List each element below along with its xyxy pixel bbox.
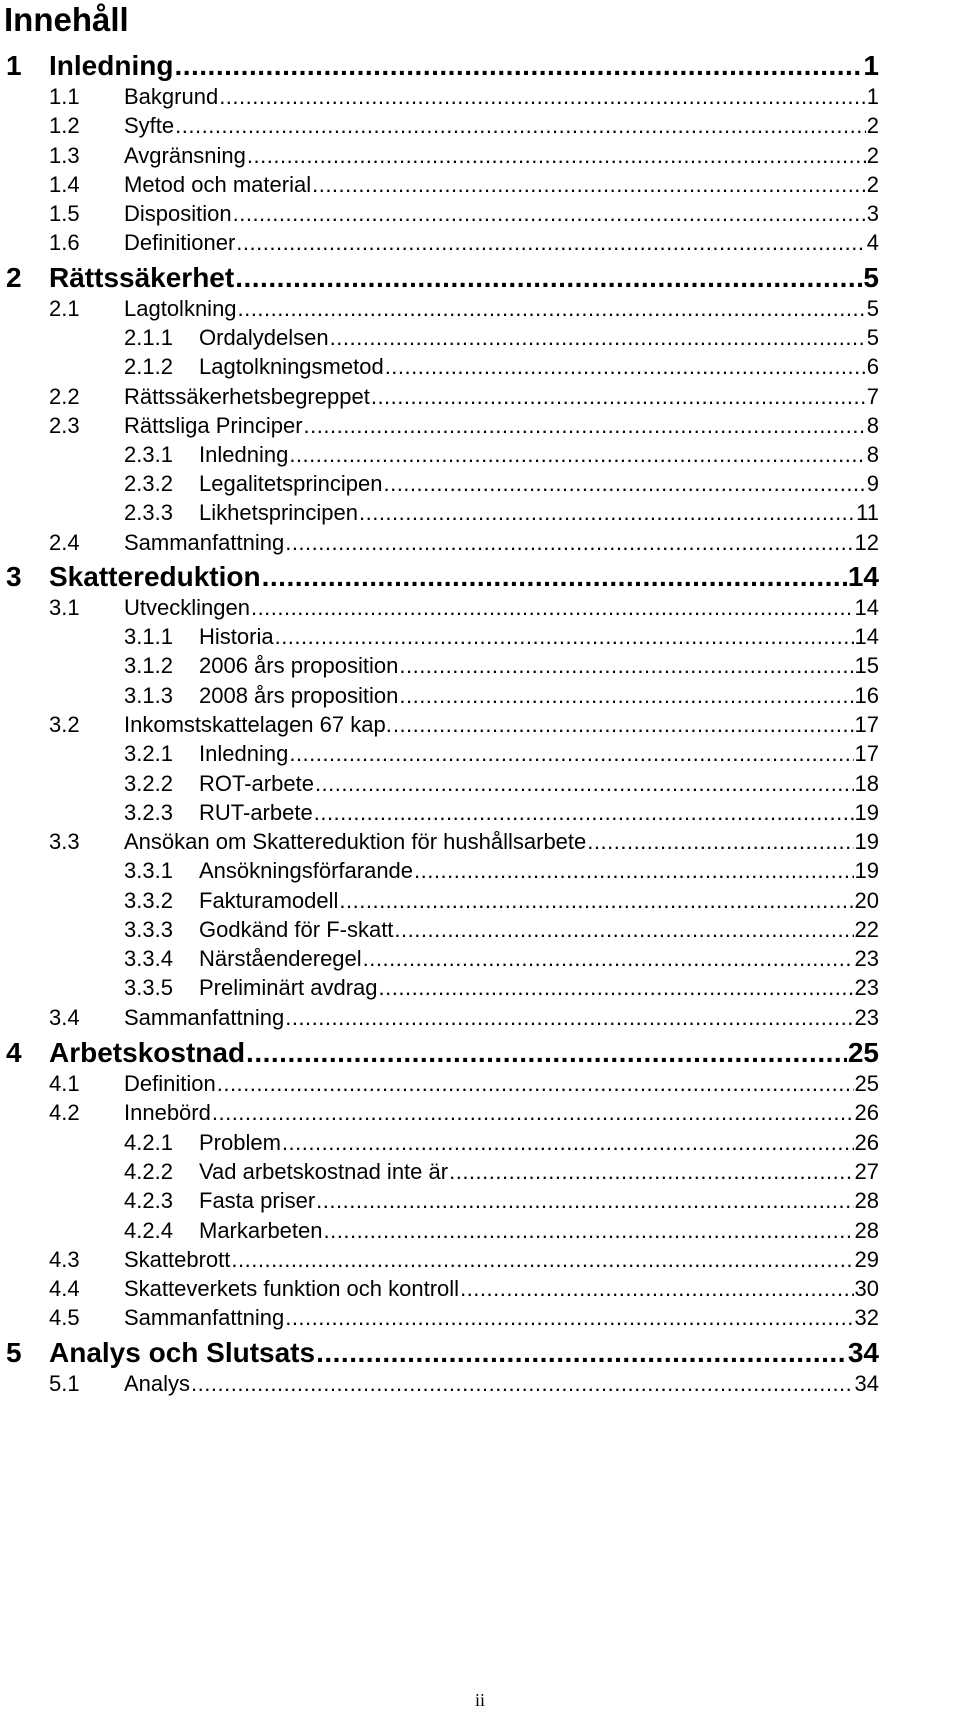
toc-entry-number: 3.1.3 bbox=[124, 683, 173, 708]
toc-entry-title: 2006 års proposition bbox=[199, 653, 399, 678]
toc-entry-title: ROT-arbete bbox=[199, 771, 314, 796]
toc-entry[interactable] bbox=[124, 471, 879, 497]
dot-leader bbox=[383, 471, 865, 497]
toc-entry-page: 19 bbox=[854, 858, 879, 883]
dot-leader bbox=[385, 354, 866, 380]
toc-entry-title: Vad arbetskostnad inte är bbox=[199, 1159, 449, 1184]
toc-entry-page: 32 bbox=[854, 1305, 879, 1330]
dot-leader bbox=[587, 829, 853, 855]
toc-entry[interactable] bbox=[49, 413, 879, 439]
dot-leader bbox=[219, 84, 866, 110]
toc-entry-title: Likhetsprincipen bbox=[199, 500, 358, 525]
toc-entry-number: 4.1 bbox=[49, 1071, 80, 1096]
toc-entry-number: 3.3.5 bbox=[124, 975, 173, 1000]
toc-entry-page: 2 bbox=[866, 172, 879, 197]
toc-entry-number: 2.3.3 bbox=[124, 500, 173, 525]
toc-entry-page: 15 bbox=[854, 653, 879, 678]
toc-entry-page: 9 bbox=[866, 471, 879, 496]
toc-entry-number: 3.2.2 bbox=[124, 771, 173, 796]
toc-entry-title: Analys och Slutsats bbox=[49, 1337, 316, 1368]
toc-entry[interactable] bbox=[6, 1037, 879, 1069]
dot-leader bbox=[285, 1305, 853, 1331]
dot-leader bbox=[174, 50, 862, 82]
toc-entry-number: 4.2.4 bbox=[124, 1218, 173, 1243]
toc-entry-title: Bakgrund bbox=[124, 84, 219, 109]
dot-leader bbox=[289, 442, 865, 468]
toc-entry-page: 8 bbox=[866, 442, 879, 467]
toc-entry-number: 2.2 bbox=[49, 384, 80, 409]
toc-entry-title: Analys bbox=[124, 1371, 191, 1396]
toc-entry[interactable] bbox=[124, 683, 879, 709]
toc-entry-page: 8 bbox=[866, 413, 879, 438]
toc-entry[interactable] bbox=[124, 325, 879, 351]
toc-entry[interactable] bbox=[49, 530, 879, 556]
dot-leader bbox=[233, 201, 866, 227]
toc-entry-number: 2.3.2 bbox=[124, 471, 173, 496]
toc-entry-title: Lagtolkningsmetod bbox=[199, 354, 384, 379]
toc-entry[interactable] bbox=[124, 1130, 879, 1156]
dot-leader bbox=[379, 975, 854, 1001]
toc-entry-page: 5 bbox=[866, 296, 879, 321]
dot-leader bbox=[324, 1218, 854, 1244]
toc-entry-title: Avgränsning bbox=[124, 143, 246, 168]
dot-leader bbox=[460, 1276, 853, 1302]
dot-leader bbox=[246, 1037, 847, 1069]
toc-entry[interactable] bbox=[124, 917, 879, 943]
toc-entry-number: 3.1.2 bbox=[124, 653, 173, 678]
dot-leader bbox=[315, 771, 854, 797]
toc-entry-title: Sammanfattning bbox=[124, 1305, 285, 1330]
toc-entry-page: 22 bbox=[854, 917, 879, 942]
toc-entry-title: Disposition bbox=[124, 201, 232, 226]
dot-leader bbox=[275, 624, 854, 650]
toc-entry-page: 30 bbox=[854, 1276, 879, 1301]
toc-entry[interactable] bbox=[49, 172, 879, 198]
toc-entry-number: 3.4 bbox=[49, 1005, 80, 1030]
dot-leader bbox=[304, 413, 866, 439]
toc-entry[interactable] bbox=[49, 296, 879, 322]
toc-entry-page: 26 bbox=[854, 1100, 879, 1125]
toc-entry-number: 3.3 bbox=[49, 829, 80, 854]
toc-entry-page: 12 bbox=[854, 530, 879, 555]
toc-entry-title: Legalitetsprincipen bbox=[199, 471, 383, 496]
dot-leader bbox=[359, 500, 855, 526]
toc-entry[interactable] bbox=[49, 1005, 879, 1031]
toc-entry[interactable] bbox=[49, 1247, 879, 1273]
toc-entry-number: 3.3.3 bbox=[124, 917, 173, 942]
toc-entry-number: 1.2 bbox=[49, 113, 80, 138]
toc-entry[interactable] bbox=[6, 561, 879, 593]
dot-leader bbox=[393, 712, 854, 738]
dot-leader bbox=[316, 1188, 853, 1214]
toc-entry-page: 27 bbox=[854, 1159, 879, 1184]
toc-entry-page: 28 bbox=[854, 1188, 879, 1213]
toc-entry-title: Problem bbox=[199, 1130, 281, 1155]
toc-entry[interactable] bbox=[49, 201, 879, 227]
toc-entry-number: 3.2.3 bbox=[124, 800, 173, 825]
toc-entry-page: 34 bbox=[847, 1337, 879, 1368]
toc-entry-number: 2 bbox=[6, 262, 22, 293]
toc-entry-page: 29 bbox=[854, 1247, 879, 1272]
toc-entry[interactable] bbox=[49, 384, 879, 410]
toc-entry[interactable] bbox=[124, 741, 879, 767]
dot-leader bbox=[449, 1159, 853, 1185]
toc-entry-page: 28 bbox=[854, 1218, 879, 1243]
toc-entry-page: 2 bbox=[866, 143, 879, 168]
toc-entry[interactable] bbox=[49, 113, 879, 139]
toc-entry-number: 4.4 bbox=[49, 1276, 80, 1301]
toc-entry[interactable] bbox=[124, 1218, 879, 1244]
toc-entry-number: 4.2.3 bbox=[124, 1188, 173, 1213]
dot-leader bbox=[236, 230, 865, 256]
toc-entry-page: 1 bbox=[866, 84, 879, 109]
toc-entry-title: Skattebrott bbox=[124, 1247, 231, 1272]
page-number: ii bbox=[474, 1690, 485, 1710]
toc-entry[interactable] bbox=[49, 1276, 879, 1302]
toc-entry[interactable] bbox=[49, 230, 879, 256]
toc-entry-number: 2.1 bbox=[49, 296, 80, 321]
toc-entry[interactable] bbox=[124, 975, 879, 1001]
toc-entry-number: 1.4 bbox=[49, 172, 80, 197]
toc-entry-page: 14 bbox=[847, 561, 879, 592]
toc-entry-page: 6 bbox=[866, 354, 879, 379]
toc-entry-page: 18 bbox=[854, 771, 879, 796]
toc-entry-number: 4.2.2 bbox=[124, 1159, 173, 1184]
toc-entry[interactable] bbox=[49, 712, 879, 738]
dot-leader bbox=[394, 917, 853, 943]
toc-heading: Innehåll bbox=[4, 1, 129, 38]
toc-entry-page: 2 bbox=[866, 113, 879, 138]
toc-entry-page: 1 bbox=[863, 50, 879, 81]
toc-entry-title: Inledning bbox=[49, 50, 174, 81]
toc-entry-number: 3.3.2 bbox=[124, 888, 173, 913]
toc-entry-page: 14 bbox=[854, 624, 879, 649]
toc-entry-title: Ordalydelsen bbox=[199, 325, 329, 350]
toc-entry-page: 34 bbox=[854, 1371, 879, 1396]
toc-entry-number: 3.3.4 bbox=[124, 946, 173, 971]
dot-leader bbox=[399, 683, 853, 709]
toc-entry-title: Närståenderegel bbox=[199, 946, 362, 971]
dot-leader bbox=[217, 1071, 854, 1097]
toc-entry-page: 16 bbox=[854, 683, 879, 708]
dot-leader bbox=[191, 1371, 853, 1397]
dot-leader bbox=[371, 384, 866, 410]
toc-entry-number: 1.6 bbox=[49, 230, 80, 255]
toc-entry-number: 4.2 bbox=[49, 1100, 80, 1125]
toc-entry-number: 3.3.1 bbox=[124, 858, 173, 883]
toc-entry-title: Innebörd bbox=[124, 1100, 211, 1125]
toc-entry-number: 2.3.1 bbox=[124, 442, 173, 467]
toc-entry-title: Godkänd för F-skatt bbox=[199, 917, 394, 942]
toc-entry-number: 1.3 bbox=[49, 143, 80, 168]
toc-entry-page: 20 bbox=[854, 888, 879, 913]
toc-entry-page: 19 bbox=[854, 800, 879, 825]
toc-entry-number: 4.2.1 bbox=[124, 1130, 173, 1155]
toc-entry[interactable] bbox=[49, 143, 879, 169]
toc-entry[interactable] bbox=[124, 1159, 879, 1185]
toc-entry-title: Definitioner bbox=[124, 230, 236, 255]
toc-entry-page: 14 bbox=[854, 595, 879, 620]
toc-entry-title: Fasta priser bbox=[199, 1188, 316, 1213]
toc-entry[interactable] bbox=[49, 1371, 879, 1397]
toc-entry-title: Fakturamodell bbox=[199, 888, 339, 913]
toc-entry-title: Markarbeten bbox=[199, 1218, 323, 1243]
toc-entry-title: Utvecklingen bbox=[124, 595, 250, 620]
toc-entry-page: 23 bbox=[854, 975, 879, 1000]
toc-entry[interactable] bbox=[124, 888, 879, 914]
toc-entry[interactable] bbox=[49, 829, 879, 855]
toc-entry[interactable] bbox=[49, 1071, 879, 1097]
toc-entry[interactable] bbox=[124, 653, 879, 679]
toc-entry[interactable] bbox=[124, 624, 879, 650]
toc-entry-number: 4.3 bbox=[49, 1247, 80, 1272]
toc-entry[interactable] bbox=[124, 1188, 879, 1214]
toc-entry-title: Rättssäkerhetsbegreppet bbox=[124, 384, 370, 409]
toc-entry-title: Historia bbox=[199, 624, 274, 649]
toc-entry-number: 3.1 bbox=[49, 595, 80, 620]
toc-entry-number: 2.1.2 bbox=[124, 354, 173, 379]
dot-leader bbox=[231, 1247, 853, 1273]
toc-entry-page: 23 bbox=[854, 946, 879, 971]
toc-entry[interactable] bbox=[124, 771, 879, 797]
toc-entry-number: 5 bbox=[6, 1337, 22, 1368]
dot-leader bbox=[285, 1005, 853, 1031]
toc-entry-page: 11 bbox=[856, 500, 879, 525]
toc-entry-number: 1.5 bbox=[49, 201, 80, 226]
dot-leader bbox=[212, 1100, 854, 1126]
toc-entry-title: Metod och material bbox=[124, 172, 312, 197]
dot-leader bbox=[399, 653, 853, 679]
toc-entry[interactable] bbox=[124, 354, 879, 380]
toc-entry-page: 23 bbox=[854, 1005, 879, 1030]
toc-entry[interactable] bbox=[49, 84, 879, 110]
toc-entry-title: RUT-arbete bbox=[199, 800, 313, 825]
toc-entry-title: Inledning bbox=[199, 741, 289, 766]
toc-entry-page: 19 bbox=[854, 829, 879, 854]
toc-entry-title: Syfte bbox=[124, 113, 175, 138]
toc-entry[interactable] bbox=[124, 442, 879, 468]
toc-entry[interactable] bbox=[124, 800, 879, 826]
toc-entry[interactable] bbox=[49, 1100, 879, 1126]
toc-entry-page: 3 bbox=[866, 201, 879, 226]
toc-entry-title: Ansökan om Skattereduktion för hushållsarbete bbox=[124, 829, 587, 854]
toc-entry[interactable] bbox=[49, 595, 879, 621]
toc-entry-title: Inkomstskattelagen 67 kap. bbox=[124, 712, 392, 737]
toc-entry-number: 4 bbox=[6, 1037, 22, 1068]
dot-leader bbox=[251, 595, 854, 621]
toc-entry-number: 5.1 bbox=[49, 1371, 80, 1396]
toc-entry-number: 3.2 bbox=[49, 712, 80, 737]
dot-leader bbox=[312, 172, 866, 198]
dot-leader bbox=[262, 561, 847, 593]
toc-entry-page: 7 bbox=[866, 384, 879, 409]
dot-leader bbox=[285, 530, 853, 556]
toc-entry[interactable] bbox=[124, 858, 879, 884]
dot-leader bbox=[363, 946, 854, 972]
toc-entry-title: Lagtolkning bbox=[124, 296, 237, 321]
toc-entry-number: 3.1.1 bbox=[124, 624, 173, 649]
toc-entry-number: 2.1.1 bbox=[124, 325, 173, 350]
toc-entry-title: Inledning bbox=[199, 442, 289, 467]
toc-entry-page: 4 bbox=[866, 230, 879, 255]
dot-leader bbox=[316, 1337, 847, 1369]
dot-leader bbox=[238, 296, 866, 322]
dot-leader bbox=[175, 113, 866, 139]
toc-entry-title: Skattereduktion bbox=[49, 561, 261, 592]
dot-leader bbox=[314, 800, 854, 826]
toc-entry-title: Sammanfattning bbox=[124, 1005, 285, 1030]
toc-entry-page: 5 bbox=[866, 325, 879, 350]
toc-entry-page: 17 bbox=[854, 741, 879, 766]
toc-entry-title: Skatteverkets funktion och kontroll bbox=[124, 1276, 460, 1301]
toc-entry-title: Definition bbox=[124, 1071, 216, 1096]
toc-entry[interactable] bbox=[6, 50, 879, 82]
toc-entry-number: 1.1 bbox=[49, 84, 80, 109]
dot-leader bbox=[235, 262, 862, 294]
toc-entry-title: Sammanfattning bbox=[124, 530, 285, 555]
dot-leader bbox=[339, 888, 853, 914]
toc-entry[interactable] bbox=[124, 946, 879, 972]
toc-entry-number: 2.3 bbox=[49, 413, 80, 438]
toc-entry-title: Ansökningsförfarande bbox=[199, 858, 414, 883]
toc-entry-number: 4.5 bbox=[49, 1305, 80, 1330]
toc-entry-number: 1 bbox=[6, 50, 22, 81]
toc-entry[interactable] bbox=[6, 262, 879, 294]
toc-entry-number: 3.2.1 bbox=[124, 741, 173, 766]
dot-leader bbox=[282, 1130, 854, 1156]
toc-entry-title: Preliminärt avdrag bbox=[199, 975, 378, 1000]
toc-entry-title: Arbetskostnad bbox=[49, 1037, 246, 1068]
dot-leader bbox=[414, 858, 853, 884]
toc-entry-number: 3 bbox=[6, 561, 22, 592]
toc-entry-page: 26 bbox=[854, 1130, 879, 1155]
toc-entry-page: 25 bbox=[854, 1071, 879, 1096]
toc-entry-page: 25 bbox=[847, 1037, 879, 1068]
dot-leader bbox=[247, 143, 866, 169]
toc-entry-title: Rättssäkerhet bbox=[49, 262, 235, 293]
toc-entry-number: 2.4 bbox=[49, 530, 80, 555]
toc-entry[interactable] bbox=[6, 1337, 879, 1369]
toc-entry[interactable] bbox=[124, 500, 879, 526]
toc-entry-page: 5 bbox=[863, 262, 879, 293]
toc-entry[interactable] bbox=[49, 1305, 879, 1331]
toc-entry-title: 2008 års proposition bbox=[199, 683, 399, 708]
toc-entry-page: 17 bbox=[854, 712, 879, 737]
toc-entry-title: Rättsliga Principer bbox=[124, 413, 303, 438]
dot-leader bbox=[289, 741, 853, 767]
dot-leader bbox=[330, 325, 866, 351]
